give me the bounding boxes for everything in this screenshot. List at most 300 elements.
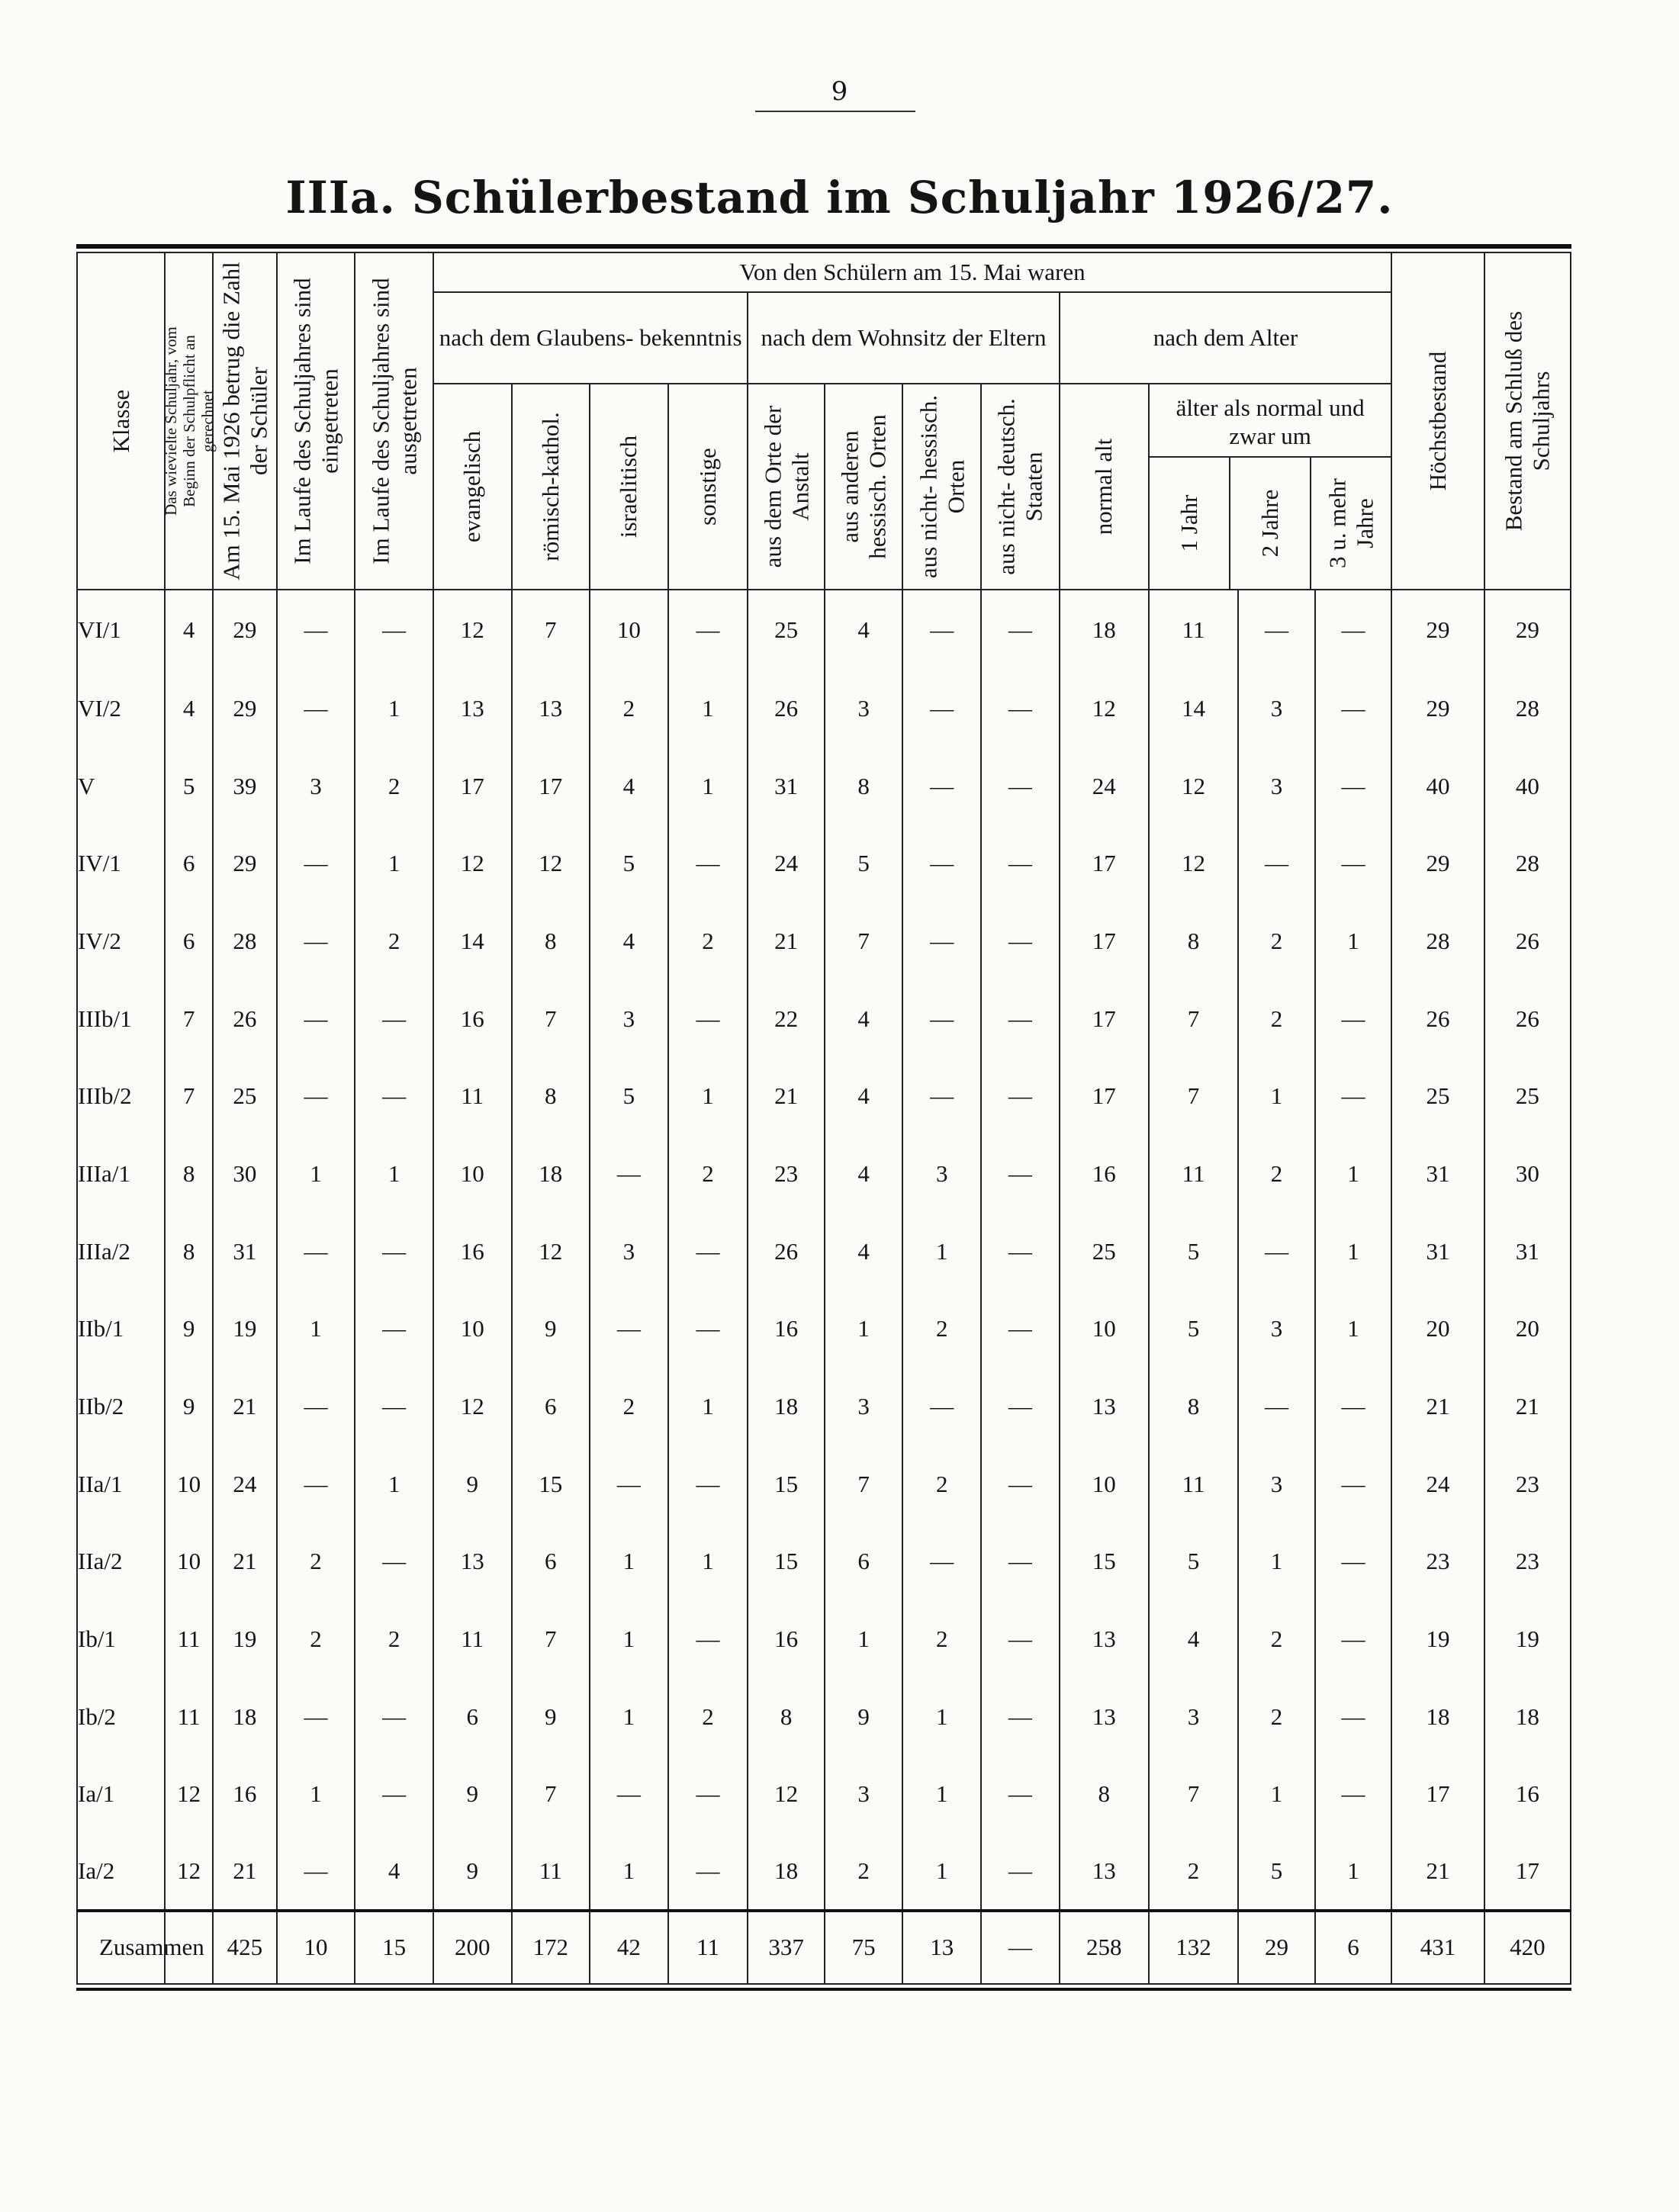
table-cell: 1 bbox=[668, 1523, 748, 1601]
table-cell: 3 bbox=[1238, 748, 1315, 825]
table-cell: 7 bbox=[512, 1756, 590, 1834]
row-klasse: IIIb/1 bbox=[77, 980, 165, 1058]
table-cell: 13 bbox=[433, 1523, 512, 1601]
table-cell: 2 bbox=[355, 902, 433, 980]
table-cell: — bbox=[668, 1833, 748, 1911]
table-cell: 11 bbox=[433, 1057, 512, 1135]
table-cell: 1 bbox=[1315, 1833, 1392, 1911]
total-cell: 420 bbox=[1484, 1911, 1571, 1984]
header-sonstige: sonstige bbox=[668, 384, 748, 590]
row-klasse: IIb/2 bbox=[77, 1368, 165, 1445]
total-cell: 75 bbox=[825, 1911, 903, 1984]
table-cell: 17 bbox=[512, 748, 590, 825]
table-cell: 16 bbox=[433, 980, 512, 1058]
table-cell: 9 bbox=[512, 1678, 590, 1756]
page-number-rule bbox=[755, 111, 915, 112]
table-row bbox=[77, 1445, 1571, 1523]
table-cell: 5 bbox=[165, 748, 213, 825]
table-cell: 28 bbox=[213, 902, 277, 980]
table-cell: 5 bbox=[1149, 1290, 1238, 1368]
table-cell: 3 bbox=[590, 980, 668, 1058]
table-cell: 4 bbox=[355, 1833, 433, 1911]
table-cell: 12 bbox=[1149, 825, 1238, 902]
table-cell: 1 bbox=[668, 748, 748, 825]
table-cell: — bbox=[902, 902, 981, 980]
table-cell: 6 bbox=[512, 1368, 590, 1445]
table-cell: — bbox=[277, 670, 355, 748]
table-cell: — bbox=[668, 825, 748, 902]
table-cell: 1 bbox=[1315, 1290, 1392, 1368]
total-cell: 337 bbox=[748, 1911, 825, 1984]
table-cell: 40 bbox=[1391, 748, 1484, 825]
table-cell: 9 bbox=[165, 1290, 213, 1368]
table-cell: 40 bbox=[1484, 748, 1571, 825]
total-cell: 10 bbox=[277, 1911, 355, 1984]
row-klasse: Ia/1 bbox=[77, 1756, 165, 1834]
table-cell: 5 bbox=[590, 1057, 668, 1135]
table-row bbox=[77, 670, 1571, 748]
table-cell: — bbox=[1315, 590, 1392, 670]
header-group-aelter: älter als normal und zwar um bbox=[1176, 394, 1365, 450]
table-cell: 26 bbox=[748, 670, 825, 748]
table-cell: 4 bbox=[590, 748, 668, 825]
table-row bbox=[77, 590, 1571, 670]
table-cell: 3 bbox=[590, 1213, 668, 1291]
total-cell: 200 bbox=[433, 1911, 512, 1984]
table-cell: 12 bbox=[512, 1213, 590, 1291]
row-klasse: IIa/1 bbox=[77, 1445, 165, 1523]
table-cell: 5 bbox=[590, 825, 668, 902]
table-cell: — bbox=[668, 1290, 748, 1368]
table-body bbox=[77, 590, 1571, 1984]
table-cell: 2 bbox=[590, 670, 668, 748]
table-cell: 8 bbox=[512, 902, 590, 980]
table-cell: 16 bbox=[1484, 1756, 1571, 1834]
table-cell: 2 bbox=[825, 1833, 903, 1911]
table-cell: 28 bbox=[1484, 670, 1571, 748]
table-cell: 3 bbox=[1238, 670, 1315, 748]
student-table bbox=[76, 252, 1571, 1985]
table-cell: 31 bbox=[1484, 1213, 1571, 1291]
header-betrug: Am 15. Mai 1926 betrug die Zahl der Schüler bbox=[213, 252, 277, 590]
table-cell: 1 bbox=[668, 1368, 748, 1445]
total-cell: 29 bbox=[1238, 1911, 1315, 1984]
total-row bbox=[77, 1911, 1571, 1984]
table-cell: 25 bbox=[1484, 1057, 1571, 1135]
table-cell: 1 bbox=[902, 1678, 981, 1756]
table-cell: 4 bbox=[825, 1135, 903, 1213]
row-klasse: IV/2 bbox=[77, 902, 165, 980]
table-cell: 1 bbox=[668, 670, 748, 748]
table-cell: 2 bbox=[1149, 1833, 1238, 1911]
table-cell: 6 bbox=[512, 1523, 590, 1601]
table-cell: 29 bbox=[213, 825, 277, 902]
table-cell: 9 bbox=[433, 1833, 512, 1911]
table-cell: — bbox=[981, 1057, 1060, 1135]
table-cell: 5 bbox=[825, 825, 903, 902]
table-cell: — bbox=[902, 670, 981, 748]
table-cell: 2 bbox=[277, 1600, 355, 1678]
header-1jahr: 1 Jahr bbox=[1150, 458, 1230, 589]
table-cell: 2 bbox=[1238, 1600, 1315, 1678]
header-ort: aus dem Orte der Anstalt bbox=[748, 384, 825, 590]
table-cell: 18 bbox=[1391, 1678, 1484, 1756]
table-cell: 12 bbox=[433, 590, 512, 670]
table-cell: 13 bbox=[1060, 1368, 1149, 1445]
table-cell: 1 bbox=[1315, 902, 1392, 980]
table-cell: 7 bbox=[512, 590, 590, 670]
table-cell: — bbox=[1238, 590, 1315, 670]
table-cell: 1 bbox=[355, 1445, 433, 1523]
table-cell: — bbox=[1315, 825, 1392, 902]
table-cell: 24 bbox=[1391, 1445, 1484, 1523]
row-klasse: V bbox=[77, 748, 165, 825]
table-cell: 1 bbox=[277, 1290, 355, 1368]
table-row bbox=[77, 1135, 1571, 1213]
table-cell: 1 bbox=[355, 670, 433, 748]
table-cell: — bbox=[981, 825, 1060, 902]
table-cell: 8 bbox=[512, 1057, 590, 1135]
table-cell: — bbox=[981, 902, 1060, 980]
table-cell: — bbox=[902, 980, 981, 1058]
table-cell: — bbox=[981, 1445, 1060, 1523]
total-cell: 425 bbox=[213, 1911, 277, 1984]
table-cell: 1 bbox=[825, 1600, 903, 1678]
header-normal: normal alt bbox=[1060, 384, 1149, 590]
table-cell: 8 bbox=[748, 1678, 825, 1756]
table-cell: 26 bbox=[1484, 902, 1571, 980]
table-cell: — bbox=[355, 1213, 433, 1291]
header-schuljahr: Das wievielte Schuljahr, vom Beginn der Schulpflicht an gerechnet bbox=[165, 252, 213, 590]
table-cell: 18 bbox=[1484, 1678, 1571, 1756]
table-cell: 16 bbox=[748, 1290, 825, 1368]
table-cell: 1 bbox=[277, 1135, 355, 1213]
table-cell: 29 bbox=[1484, 590, 1571, 670]
table-cell: 7 bbox=[512, 980, 590, 1058]
table-cell: 1 bbox=[668, 1057, 748, 1135]
table-cell: — bbox=[590, 1445, 668, 1523]
table-cell: 2 bbox=[902, 1445, 981, 1523]
table-cell: 23 bbox=[1484, 1445, 1571, 1523]
table-cell: 20 bbox=[1484, 1290, 1571, 1368]
table-cell: 19 bbox=[1391, 1600, 1484, 1678]
table-cell: 11 bbox=[165, 1600, 213, 1678]
header-2jahre: 2 Jahre bbox=[1230, 458, 1311, 589]
table-cell: 11 bbox=[1149, 590, 1238, 670]
table-cell: 17 bbox=[1060, 902, 1149, 980]
table-cell: 12 bbox=[512, 825, 590, 902]
table-cell: 3 bbox=[825, 1368, 903, 1445]
table-cell: 7 bbox=[1149, 1057, 1238, 1135]
table-cell: 31 bbox=[748, 748, 825, 825]
row-klasse: Ib/1 bbox=[77, 1600, 165, 1678]
table-cell: 3 bbox=[825, 670, 903, 748]
table-cell: — bbox=[355, 590, 433, 670]
table-cell: — bbox=[1315, 1523, 1392, 1601]
table-cell: 7 bbox=[825, 902, 903, 980]
table-row bbox=[77, 902, 1571, 980]
table-cell: — bbox=[1238, 825, 1315, 902]
table-cell: 1 bbox=[355, 1135, 433, 1213]
table-cell: — bbox=[277, 825, 355, 902]
table-cell: — bbox=[668, 980, 748, 1058]
table-cell: 17 bbox=[1060, 1057, 1149, 1135]
table-cell: 2 bbox=[668, 1135, 748, 1213]
table-cell: — bbox=[1315, 980, 1392, 1058]
table-cell: — bbox=[277, 1445, 355, 1523]
table-cell: 9 bbox=[433, 1445, 512, 1523]
table-cell: 2 bbox=[1238, 902, 1315, 980]
table-cell: 3 bbox=[825, 1756, 903, 1834]
total-cell: 6 bbox=[1315, 1911, 1392, 1984]
table-cell: 12 bbox=[748, 1756, 825, 1834]
student-table-frame bbox=[76, 244, 1571, 1991]
table-cell: 15 bbox=[748, 1445, 825, 1523]
table-cell: 21 bbox=[213, 1523, 277, 1601]
table-cell: 4 bbox=[825, 980, 903, 1058]
page-number: 9 bbox=[831, 76, 848, 107]
table-cell: 13 bbox=[1060, 1600, 1149, 1678]
table-row bbox=[77, 1368, 1571, 1445]
table-cell: 1 bbox=[825, 1290, 903, 1368]
table-cell: — bbox=[981, 1678, 1060, 1756]
table-cell: 1 bbox=[590, 1600, 668, 1678]
table-cell: 1 bbox=[590, 1678, 668, 1756]
table-cell: 1 bbox=[355, 825, 433, 902]
table-cell: 16 bbox=[1060, 1135, 1149, 1213]
table-cell: 26 bbox=[213, 980, 277, 1058]
table-cell: 12 bbox=[165, 1833, 213, 1911]
table-cell: 3 bbox=[1238, 1445, 1315, 1523]
table-cell: 4 bbox=[165, 590, 213, 670]
table-cell: 1 bbox=[590, 1523, 668, 1601]
table-cell: — bbox=[981, 1523, 1060, 1601]
table-cell: 26 bbox=[1391, 980, 1484, 1058]
table-cell: 1 bbox=[277, 1756, 355, 1834]
table-cell: 21 bbox=[748, 902, 825, 980]
table-cell: 23 bbox=[1391, 1523, 1484, 1601]
table-cell: 39 bbox=[213, 748, 277, 825]
header-hessisch: aus anderen hessisch. Orten bbox=[825, 384, 903, 590]
row-klasse: VI/2 bbox=[77, 670, 165, 748]
table-cell: 3 bbox=[1149, 1678, 1238, 1756]
table-cell: 12 bbox=[433, 825, 512, 902]
table-cell: 15 bbox=[748, 1523, 825, 1601]
table-cell: — bbox=[981, 1213, 1060, 1291]
table-cell: 19 bbox=[1484, 1600, 1571, 1678]
table-cell: — bbox=[902, 590, 981, 670]
table-cell: 13 bbox=[1060, 1833, 1149, 1911]
table-cell: 15 bbox=[512, 1445, 590, 1523]
table-cell: 6 bbox=[165, 825, 213, 902]
header-klasse: Klasse bbox=[77, 252, 165, 590]
table-cell: — bbox=[1238, 1368, 1315, 1445]
table-cell: 13 bbox=[433, 670, 512, 748]
table-cell: — bbox=[355, 1756, 433, 1834]
table-cell: 7 bbox=[165, 980, 213, 1058]
table-cell: 25 bbox=[1060, 1213, 1149, 1291]
header-group-alter: nach dem Alter bbox=[1060, 292, 1392, 384]
table-row bbox=[77, 1600, 1571, 1678]
table-cell: — bbox=[355, 1678, 433, 1756]
row-klasse: IIb/1 bbox=[77, 1290, 165, 1368]
table-cell: 2 bbox=[668, 902, 748, 980]
table-cell: 9 bbox=[165, 1368, 213, 1445]
table-cell: 17 bbox=[1391, 1756, 1484, 1834]
table-row bbox=[77, 1213, 1571, 1291]
table-cell: 8 bbox=[1149, 1368, 1238, 1445]
table-cell: — bbox=[1315, 670, 1392, 748]
table-cell: — bbox=[902, 1523, 981, 1601]
table-cell: 12 bbox=[1060, 670, 1149, 748]
table-cell: 20 bbox=[1391, 1290, 1484, 1368]
table-cell: 11 bbox=[1149, 1445, 1238, 1523]
table-cell: 25 bbox=[1391, 1057, 1484, 1135]
table-cell: 13 bbox=[1060, 1678, 1149, 1756]
table-cell: 24 bbox=[213, 1445, 277, 1523]
table-cell: 1 bbox=[902, 1833, 981, 1911]
table-cell: 7 bbox=[1149, 980, 1238, 1058]
table-cell: 28 bbox=[1484, 825, 1571, 902]
table-cell: — bbox=[668, 1756, 748, 1834]
row-klasse: IIa/2 bbox=[77, 1523, 165, 1601]
table-cell: 1 bbox=[1238, 1756, 1315, 1834]
table-cell: — bbox=[1315, 1756, 1392, 1834]
table-cell: 16 bbox=[433, 1213, 512, 1291]
table-cell: 10 bbox=[165, 1445, 213, 1523]
table-cell: 29 bbox=[1391, 590, 1484, 670]
table-cell: 8 bbox=[165, 1213, 213, 1291]
header-evangelisch: evangelisch bbox=[433, 384, 512, 590]
header-group-glauben: nach dem Glaubens- bekenntnis bbox=[433, 292, 748, 384]
table-cell: 12 bbox=[1149, 748, 1238, 825]
table-cell: — bbox=[981, 590, 1060, 670]
table-cell: 2 bbox=[902, 1290, 981, 1368]
table-cell: 3 bbox=[277, 748, 355, 825]
table-cell: — bbox=[355, 1290, 433, 1368]
table-cell: — bbox=[1315, 748, 1392, 825]
table-cell: 10 bbox=[1060, 1445, 1149, 1523]
table-cell: 21 bbox=[748, 1057, 825, 1135]
header-schluss: Bestand am Schluß des Schuljahrs bbox=[1484, 252, 1571, 590]
header-israelitisch: israelitisch bbox=[590, 384, 668, 590]
table-cell: — bbox=[277, 1678, 355, 1756]
table-cell: 5 bbox=[1149, 1213, 1238, 1291]
table-cell: 1 bbox=[902, 1213, 981, 1291]
table-cell: 1 bbox=[1238, 1057, 1315, 1135]
table-cell: 16 bbox=[213, 1756, 277, 1834]
table-cell: — bbox=[902, 748, 981, 825]
table-cell: 16 bbox=[748, 1600, 825, 1678]
table-cell: 18 bbox=[1060, 590, 1149, 670]
row-klasse: IIIb/2 bbox=[77, 1057, 165, 1135]
table-cell: 17 bbox=[1484, 1833, 1571, 1911]
table-cell: — bbox=[981, 1368, 1060, 1445]
table-cell: 11 bbox=[433, 1600, 512, 1678]
table-cell: 4 bbox=[825, 1057, 903, 1135]
table-cell: 1 bbox=[590, 1833, 668, 1911]
table-cell: 15 bbox=[1060, 1523, 1149, 1601]
table-cell: 26 bbox=[748, 1213, 825, 1291]
table-cell: 17 bbox=[1060, 980, 1149, 1058]
table-row bbox=[77, 825, 1571, 902]
table-row bbox=[77, 1756, 1571, 1834]
table-cell: 3 bbox=[1238, 1290, 1315, 1368]
table-cell: 23 bbox=[1484, 1523, 1571, 1601]
table-cell: 14 bbox=[1149, 670, 1238, 748]
table-cell: 5 bbox=[1238, 1833, 1315, 1911]
table-cell: 6 bbox=[165, 902, 213, 980]
table-cell: — bbox=[902, 1368, 981, 1445]
header-aelter-block bbox=[1149, 384, 1391, 590]
header-group-wohnsitz: nach dem Wohnsitz der Eltern bbox=[748, 292, 1059, 384]
table-cell: 2 bbox=[355, 1600, 433, 1678]
table-cell: 12 bbox=[433, 1368, 512, 1445]
row-klasse: Ib/2 bbox=[77, 1678, 165, 1756]
table-cell: 25 bbox=[748, 590, 825, 670]
table-cell: 2 bbox=[277, 1523, 355, 1601]
table-cell: — bbox=[277, 1213, 355, 1291]
table-cell: 11 bbox=[1149, 1135, 1238, 1213]
table-cell: 10 bbox=[433, 1290, 512, 1368]
table-cell: 9 bbox=[825, 1678, 903, 1756]
table-cell: 17 bbox=[433, 748, 512, 825]
table-cell: 2 bbox=[668, 1678, 748, 1756]
table-cell: 7 bbox=[165, 1057, 213, 1135]
table-cell: 2 bbox=[902, 1600, 981, 1678]
total-cell: 132 bbox=[1149, 1911, 1238, 1984]
table-cell: 1 bbox=[1315, 1213, 1392, 1291]
row-klasse: IV/1 bbox=[77, 825, 165, 902]
table-cell: 1 bbox=[902, 1756, 981, 1834]
table-cell: 30 bbox=[213, 1135, 277, 1213]
table-cell: 7 bbox=[512, 1600, 590, 1678]
table-cell: — bbox=[590, 1290, 668, 1368]
header-nichthessisch: aus nicht- hessisch. Orten bbox=[902, 384, 981, 590]
table-cell: — bbox=[981, 1290, 1060, 1368]
total-label: Zusammen bbox=[77, 1911, 165, 1984]
row-klasse: IIIa/2 bbox=[77, 1213, 165, 1291]
table-cell: 12 bbox=[165, 1756, 213, 1834]
table-cell: — bbox=[668, 1600, 748, 1678]
table-row bbox=[77, 1678, 1571, 1756]
header-katholisch: römisch-kathol. bbox=[512, 384, 590, 590]
total-cell: — bbox=[981, 1911, 1060, 1984]
table-cell: 11 bbox=[165, 1678, 213, 1756]
table-cell: — bbox=[668, 1213, 748, 1291]
table-cell: 29 bbox=[1391, 825, 1484, 902]
table-cell: 25 bbox=[213, 1057, 277, 1135]
table-cell: — bbox=[277, 1368, 355, 1445]
table-cell: 2 bbox=[590, 1368, 668, 1445]
table-cell: 24 bbox=[748, 825, 825, 902]
table-cell: — bbox=[355, 1057, 433, 1135]
header-eingetreten: Im Laufe des Schuljahres sind eingetreten bbox=[277, 252, 355, 590]
table-row bbox=[77, 1523, 1571, 1601]
table-cell: — bbox=[981, 748, 1060, 825]
table-cell: 10 bbox=[590, 590, 668, 670]
table-cell: — bbox=[981, 1135, 1060, 1213]
total-cell: 42 bbox=[590, 1911, 668, 1984]
table-cell: 2 bbox=[1238, 980, 1315, 1058]
table-cell: 8 bbox=[1060, 1756, 1149, 1834]
table-cell: 18 bbox=[748, 1833, 825, 1911]
table-cell: — bbox=[1315, 1368, 1392, 1445]
table-row bbox=[77, 748, 1571, 825]
row-klasse: IIIa/1 bbox=[77, 1135, 165, 1213]
table-cell: 24 bbox=[1060, 748, 1149, 825]
table-cell: 31 bbox=[213, 1213, 277, 1291]
